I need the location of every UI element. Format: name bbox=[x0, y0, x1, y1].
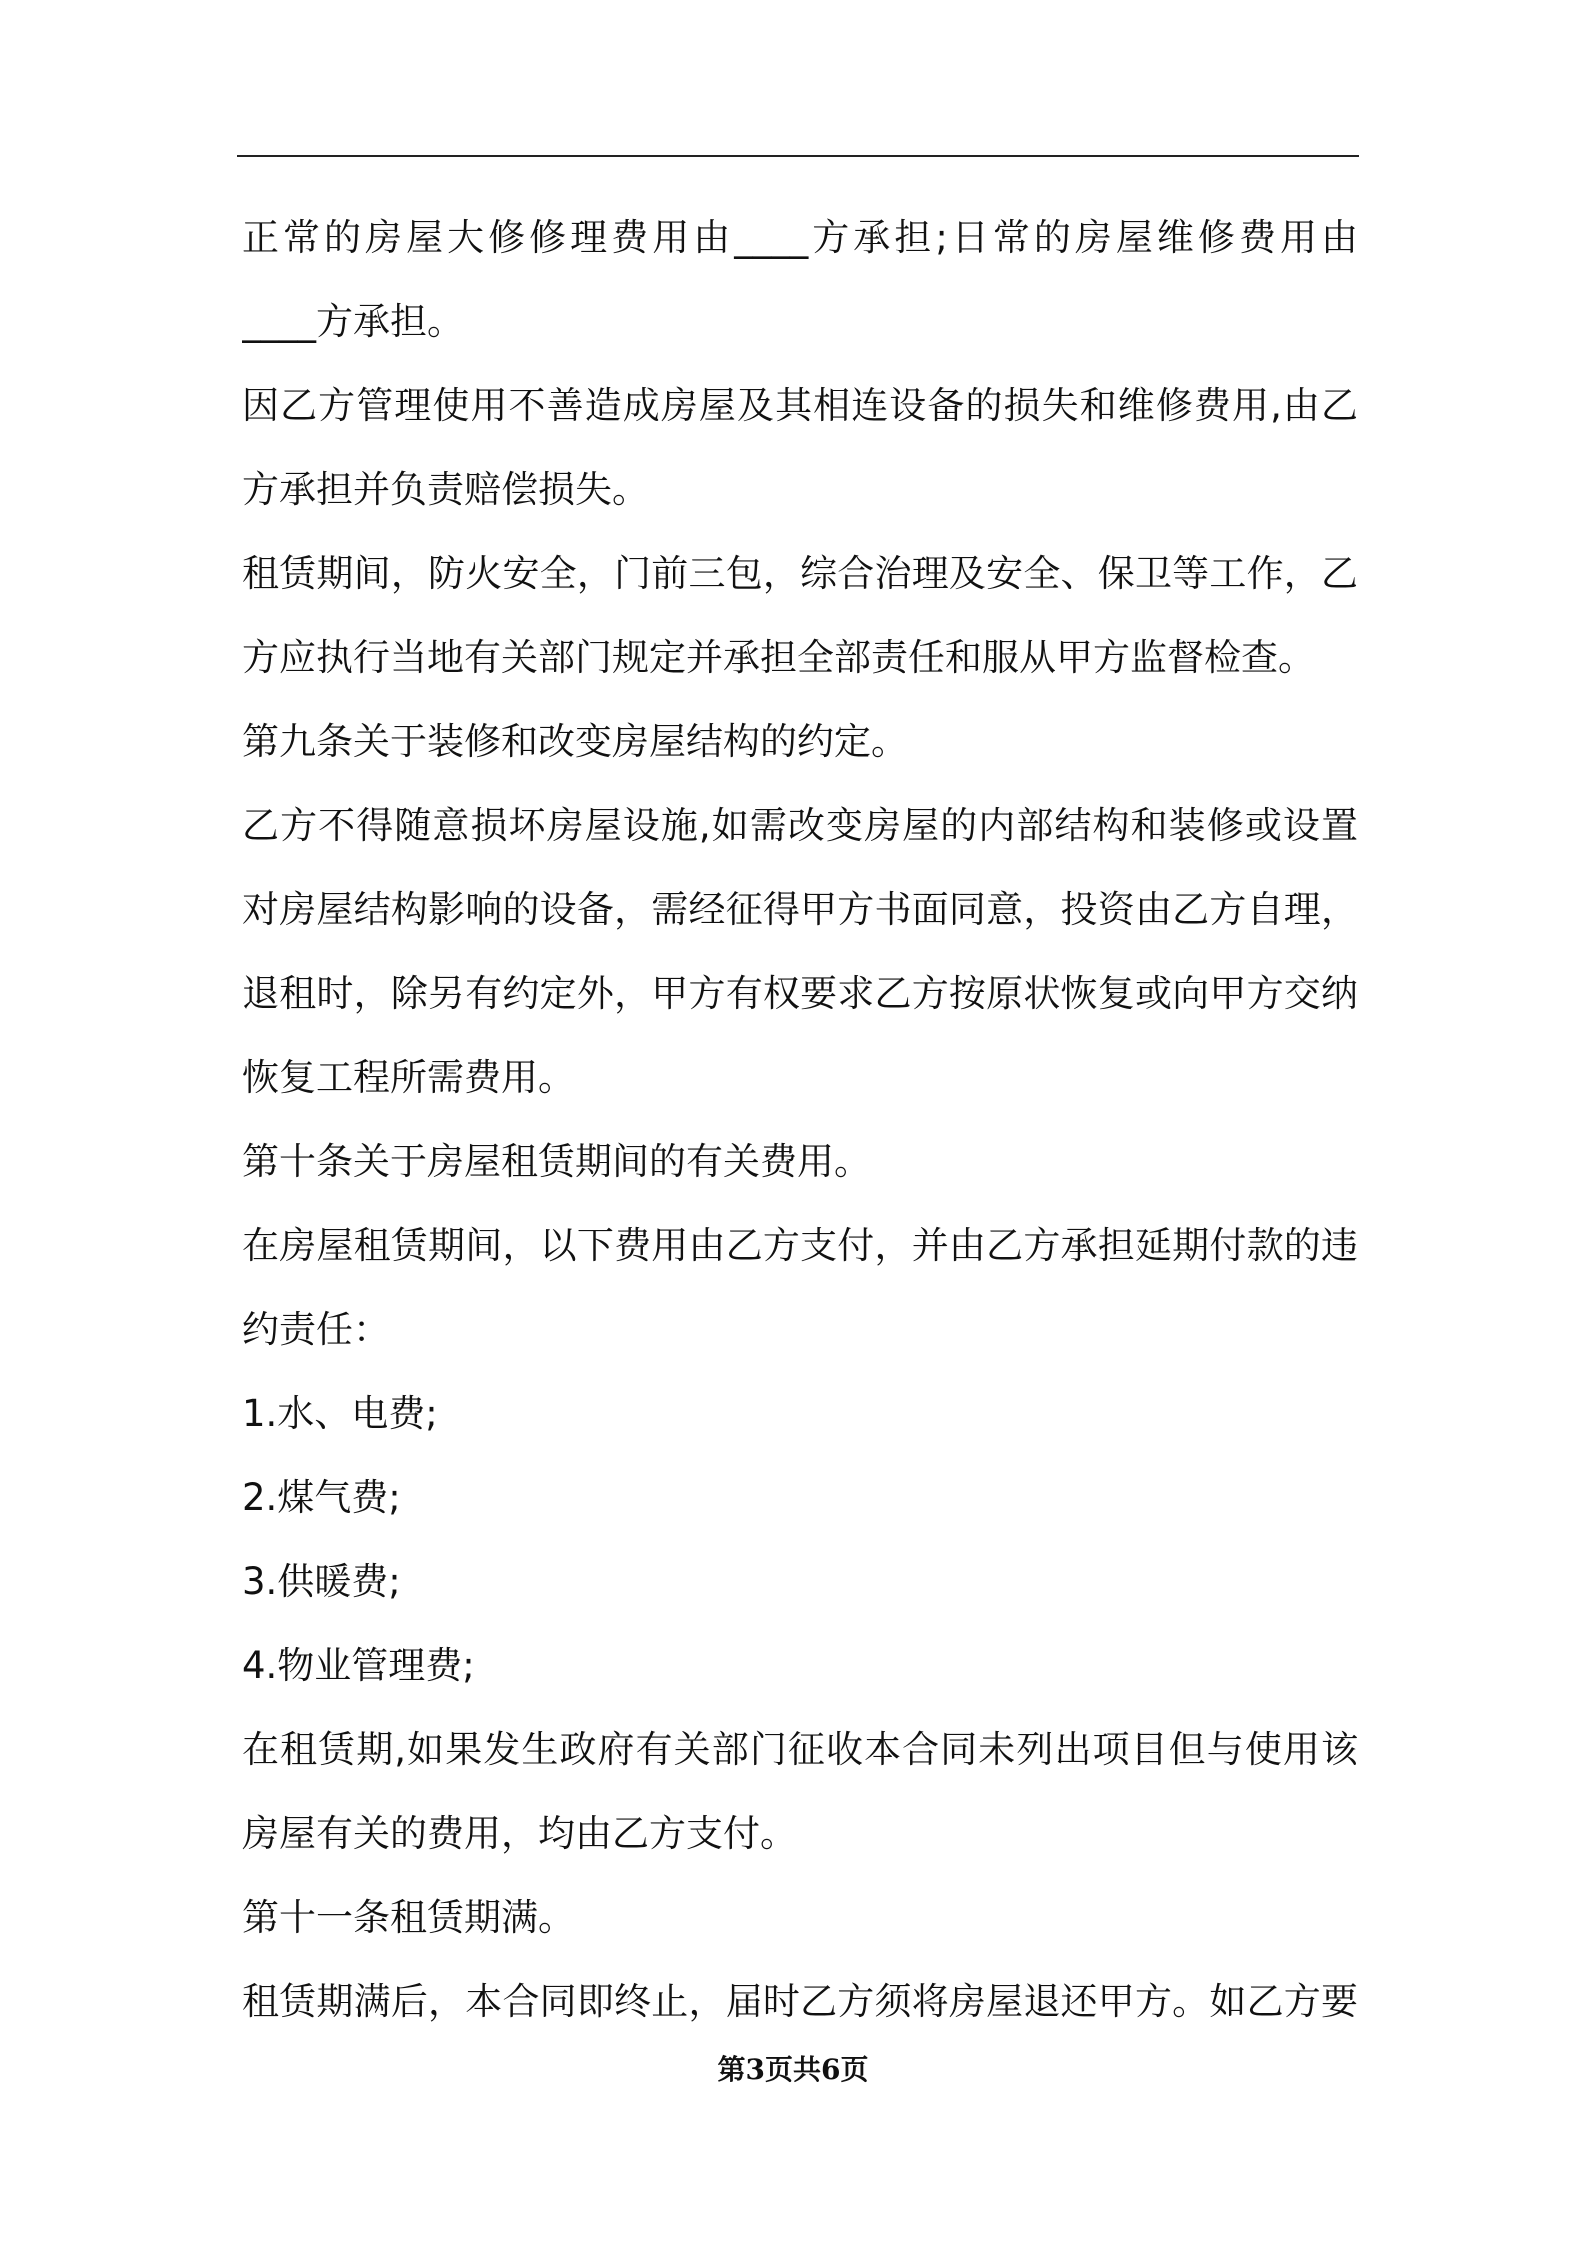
text-line: 在房屋租赁期间，以下费用由乙方支付，并由乙方承担延期付款的违 bbox=[242, 1224, 1358, 1267]
text-line: 对房屋结构影响的设备，需经征得甲方书面同意，投资由乙方自理， bbox=[242, 888, 1358, 931]
header-rule bbox=[237, 155, 1359, 157]
text-line: 房屋有关的费用，均由乙方支付。 bbox=[242, 1812, 797, 1855]
text-line: 在租赁期,如果发生政府有关部门征收本合同未列出项目但与使用该 bbox=[242, 1728, 1358, 1771]
list-item: 2.煤气费; bbox=[242, 1476, 401, 1519]
section-heading: 第十条关于房屋租赁期间的有关费用。 bbox=[242, 1140, 871, 1183]
text-line: 乙方不得随意损坏房屋设施,如需改变房屋的内部结构和装修或设置 bbox=[242, 804, 1358, 847]
text-line: 租赁期满后，本合同即终止，届时乙方须将房屋退还甲方。如乙方要 bbox=[242, 1980, 1358, 2023]
section-heading: 第十一条租赁期满。 bbox=[242, 1896, 575, 1939]
list-item: 3.供暖费; bbox=[242, 1560, 401, 1603]
text-line: 约责任： bbox=[242, 1308, 390, 1351]
text-line: 恢复工程所需费用。 bbox=[242, 1056, 575, 1099]
text-line: 方应执行当地有关部门规定并承担全部责任和服从甲方监督检查。 bbox=[242, 636, 1315, 679]
page-number: 第3页共6页 bbox=[717, 2053, 869, 2086]
text-line: 退租时，除另有约定外，甲方有权要求乙方按原状恢复或向甲方交纳 bbox=[242, 972, 1358, 1015]
list-item: 1.水、电费; bbox=[242, 1392, 438, 1435]
text-line: 因乙方管理使用不善造成房屋及其相连设备的损失和维修费用,由乙 bbox=[242, 384, 1358, 427]
section-heading: 第九条关于装修和改变房屋结构的约定。 bbox=[242, 720, 908, 763]
text-line: 正常的房屋大修修理费用由____方承担;日常的房屋维修费用由 bbox=[242, 216, 1358, 259]
text-line: 租赁期间，防火安全，门前三包，综合治理及安全、保卫等工作，乙 bbox=[242, 552, 1358, 595]
text-line: ____方承担。 bbox=[242, 300, 464, 343]
document-body bbox=[242, 196, 1358, 2044]
list-item: 4.物业管理费; bbox=[242, 1644, 475, 1687]
text-line: 方承担并负责赔偿损失。 bbox=[242, 468, 649, 511]
